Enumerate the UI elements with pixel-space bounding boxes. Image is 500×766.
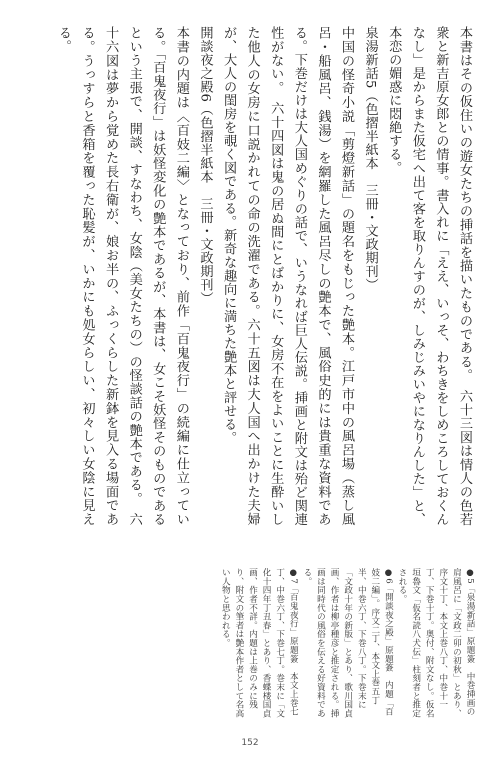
footnote-7: ●7「百鬼夜行」原題簽 本文上巻七丁、中巻六丁、下巻七丁。巻末に「文化十四年丁丑春」とあり、香蝶楼国貞画、作者不詳。内題は上巻のみに残り、附文の筆者は艶本作者として名高い人物と思われる。 (220, 568, 299, 718)
section-heading-sentou-shinwa: 泉湯新話5（色摺半紙本 三冊・文政期刊） (362, 26, 378, 292)
footnote-6: ●6「開談夜之殿」原題簽 内題「百妓二編」。序文二丁、本文上巻五丁半、中巻六丁、下巻八丁。下巻末に「文政十年の新版」とあり、歌川国貞画、作者は柳亭種彦と推定される。挿画は同時代の風俗を伝える好資料である。 (301, 568, 394, 718)
footnotes-block (218, 568, 476, 718)
paragraph-intro: 本書はその仮住いの遊女たちの挿話を描いたものである。 六十三図は情人の色若衆と新吉原女郎との情事。書入れに「ええ、いっそ、わちきをしめころしておくんなし」是からまた仮宅へ出て客を取りんすのが、しみじみいやになりんした」と、本恋の媚惑に悶絶する。 (386, 26, 472, 526)
page-number: 152 (241, 738, 259, 748)
footnote-5: ●5「泉湯新話」原題簽 中巻挿画の肩風呂に「文政二卯の初秋」とあり、序文十丁、本文上巻八丁、中巻十一丁、下巻十丁。奥付、附文なし。仮名垣魯文「仮名読八犬伝」柱刻者と推定される。 (397, 568, 475, 718)
main-text-block (51, 26, 476, 526)
paragraph-sentou-shinwa: 中国の怪奇小説「剪燈新話」の題名をもじった艶本。江戸市中の風呂場（蒸し風呂・船風呂、銭湯）を網羅した風呂尽しの艶本で、風俗史的には貴重な資料である。下巻だけは大人国めぐりの話で、いうなれば巨人伝説。挿画と附文は殆ど関連性がない。 六十四図は鬼の居ぬ間にとばかりに、女房不在をよいことに生酔いした他人の女房に口説かれての命の洗濯である。六十五図は大人国へ出かけた夫婦が、大人の閨房を覗く図である。新奇な趣向に満ちた艶本と評せる。 (221, 26, 355, 526)
section-heading-kaidan-yonotono: 開談夜之殿6（色摺半紙本 三冊・文政期刊） (197, 26, 213, 305)
paragraph-kaidan-yonotono: 本書の内題は〈百妓二編〉となっており、前作「百鬼夜行」の続編に仕立っている。「百鬼夜行」は妖怪変化の艶本であるが、本書は、女こそ妖怪そのものであるという主張で、開談、すなわち、女陰（美女たちの）の怪談話の艶本である。 六十六図は夢から覚めた長右衛が、娘お半の、ふっくらした新鉢を見入る場面である。うっすらと香箱を覆った恥髪が、いかにも処女らしい、初々しい女陰に見える。 (55, 26, 189, 526)
